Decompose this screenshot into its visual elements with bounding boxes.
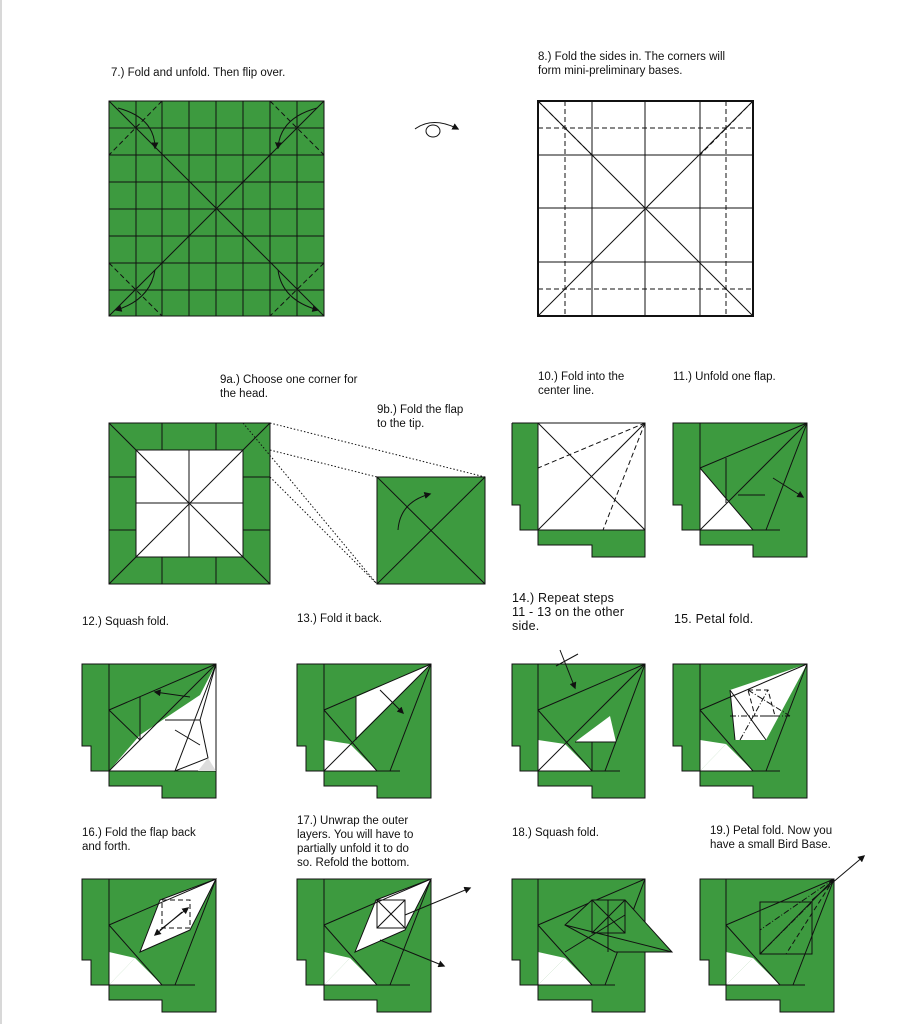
step-18-diagram (512, 879, 672, 1012)
step-9b-diagram (377, 477, 485, 584)
step-14-diagram (512, 650, 645, 798)
step-16-diagram (82, 879, 216, 1012)
caption-step-7: 7.) Fold and unfold. Then flip over. (111, 67, 286, 79)
caption-step-9b: 9b.) Fold the flap to the tip. (377, 404, 464, 430)
step-11-diagram (673, 423, 807, 557)
caption-step-18: 18.) Squash fold. (512, 827, 599, 839)
step-13-diagram (297, 664, 431, 798)
caption-step-8: 8.) Fold the sides in. The corners will form mini-preliminary bases. (538, 51, 726, 77)
caption-step-15: 15. Petal fold. (674, 612, 754, 626)
step-15-diagram (673, 664, 807, 798)
caption-step-12: 12.) Squash fold. (82, 616, 169, 628)
step-10-diagram (512, 423, 645, 557)
caption-step-13: 13.) Fold it back. (297, 613, 383, 625)
caption-step-16: 16.) Fold the flap back and forth. (82, 827, 196, 853)
caption-step-14: 14.) Repeat steps 11 - 13 on the other side. (512, 591, 625, 633)
caption-step-11: 11.) Unfold one flap. (673, 371, 776, 383)
flip-over-icon (415, 123, 458, 138)
unfold-arrow-icon (812, 856, 864, 900)
step-19-diagram (700, 856, 864, 1012)
step-8-diagram (538, 101, 753, 316)
caption-step-19: 19.) Petal fold. Now you have a small Bird Base. (710, 825, 833, 851)
caption-step-10: 10.) Fold into the center line. (538, 371, 625, 397)
caption-step-9a: 9a.) Choose one corner for the head. (220, 374, 358, 400)
step-17-diagram (297, 879, 470, 1012)
step-12-diagram (82, 664, 216, 798)
step-9a-diagram (109, 423, 270, 584)
caption-step-17: 17.) Unwrap the outer layers. You will have to partially unfold it to do so. Refold the bottom. (297, 815, 414, 869)
step-7-diagram (109, 101, 324, 316)
